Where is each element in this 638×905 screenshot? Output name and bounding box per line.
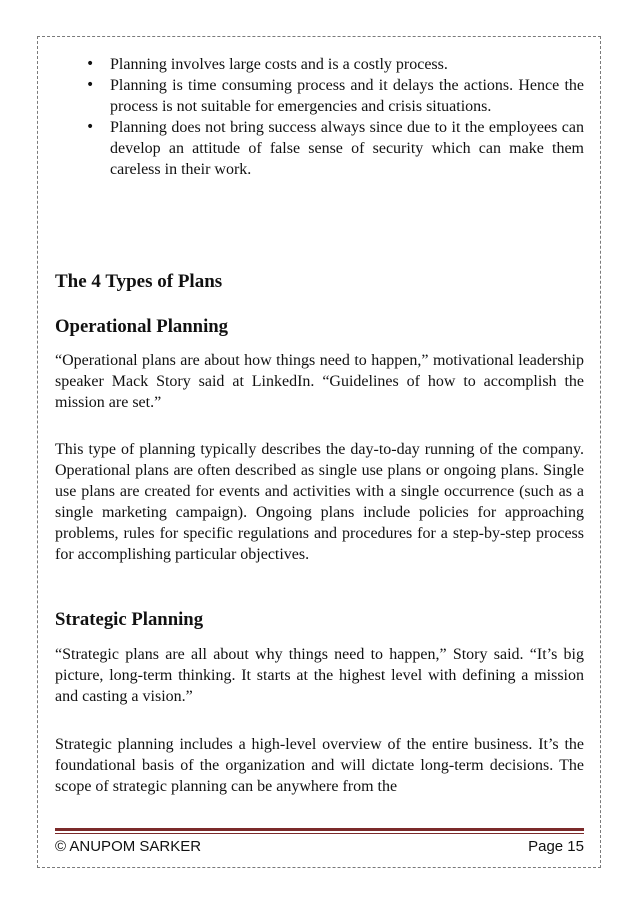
operational-planning-heading: Operational Planning (55, 316, 229, 337)
footer-author: © ANUPOM SARKER (55, 838, 202, 855)
list-item-text: Planning involves large costs and is a costly process. (110, 56, 448, 73)
operational-body: This type of planning typically describes the day-to-day running of the company. Operational plans are often described as single use plans or ongoing plans. Single use plans are created for events and activities with a single occurrence (such as a single marketing campaign). Ongoing plans include policies for approaching problems, rules for specific regulations and procedures for a step-by-step process for accomplishing particular objectives. (55, 441, 584, 563)
page-number: Page 15 (528, 838, 584, 855)
page-content (55, 54, 584, 795)
list-item-text: Planning does not bring success always since due to it the employees can develop an attitude of false sense of security which can make them careless in their work. (110, 119, 584, 178)
page-footer (55, 836, 584, 858)
list-item-text: Planning is time consuming process and it delays the actions. Hence the process is not suitable for emergencies and crisis situations. (110, 77, 584, 115)
strategic-planning-heading: Strategic Planning (55, 609, 204, 630)
list-item (55, 117, 584, 180)
operational-quote: “Operational plans are about how things need to happen,” motivational leadership speaker Mack Story said at LinkedIn. “Guidelines of how to accomplish the mission are set.” (55, 352, 584, 411)
list-item (55, 54, 584, 75)
strategic-body: Strategic planning includes a high-level overview of the entire business. It’s the foundational basis of the organization and will dictate long-term decisions. The scope of strategic planning can be anywhere from the (55, 736, 584, 795)
footer-divider (55, 828, 584, 831)
bullet-icon: • (86, 119, 95, 135)
section-title: The 4 Types of Plans (55, 271, 223, 292)
disadvantages-list (55, 54, 584, 180)
footer-divider-thin (55, 833, 584, 834)
bullet-icon: • (86, 56, 95, 72)
list-item (55, 75, 584, 117)
strategic-quote: “Strategic plans are all about why things need to happen,” Story said. “It’s big picture, long-term thinking. It starts at the highest level with defining a mission and casting a vision.” (55, 646, 584, 705)
bullet-icon: • (86, 77, 95, 93)
